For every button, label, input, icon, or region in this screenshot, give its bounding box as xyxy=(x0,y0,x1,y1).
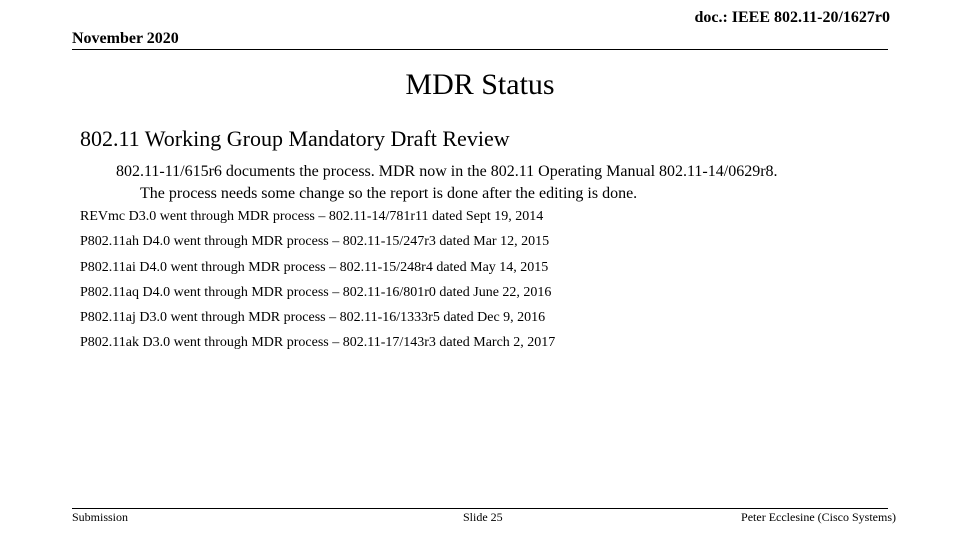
list-item: REVmc D3.0 went through MDR process – 802.11-14/781r11 dated Sept 19, 2014 xyxy=(80,209,544,224)
process-paragraph xyxy=(116,161,778,205)
footer-submission: Submission xyxy=(72,510,129,524)
list-item: P802.11aq D4.0 went through MDR process – 802.11-16/801r0 dated June 22, 2016 xyxy=(80,284,552,300)
list-item: P802.11ah D4.0 went through MDR process – 802.11-15/247r3 dated Mar 12, 2015 xyxy=(80,234,550,250)
document-date: November 2020 xyxy=(72,30,179,47)
mdr-list xyxy=(80,207,555,359)
footer-divider xyxy=(72,508,888,509)
slide-title: MDR Status xyxy=(405,68,555,101)
list-item: P802.11ak D3.0 went through MDR process – 802.11-17/143r3 dated March 2, 2017 xyxy=(80,335,556,351)
paragraph-line-1: 802.11-11/615r6 documents the process. MDR now in the 802.11 Operating Manual 802.11-14/0629r8. xyxy=(116,163,778,180)
list-item: P802.11aj D3.0 went through MDR process – 802.11-16/1333r5 dated Dec 9, 2016 xyxy=(80,310,546,326)
footer-author: Peter Ecclesine (Cisco Systems) xyxy=(741,510,896,524)
paragraph-line-2: The process needs some change so the report is done after the editing is done. xyxy=(140,185,638,202)
header-divider xyxy=(72,49,888,50)
list-item: P802.11ai D4.0 went through MDR process – 802.11-15/248r4 dated May 14, 2015 xyxy=(80,259,549,275)
document-reference: doc.: IEEE 802.11-20/1627r0 xyxy=(694,9,890,26)
footer-slide-number: Slide 25 xyxy=(463,510,503,524)
section-heading: 802.11 Working Group Mandatory Draft Review xyxy=(80,126,510,151)
